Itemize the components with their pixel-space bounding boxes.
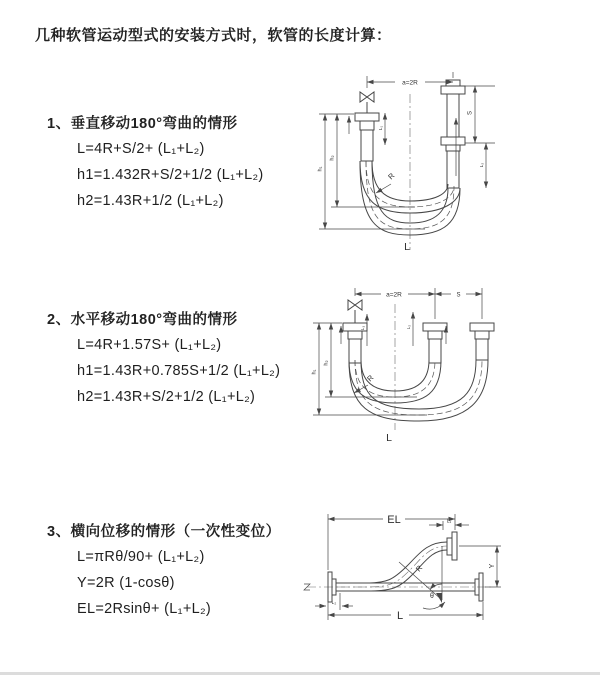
dim-label-l2: L₂ xyxy=(331,600,337,606)
page-title: 几种软管运动型式的安装方式时，软管的长度计算： xyxy=(35,27,392,44)
upper-flange xyxy=(447,532,457,560)
dim-a2r xyxy=(367,72,453,88)
dim-l2-fitting xyxy=(479,143,486,188)
section-vertical-180 xyxy=(47,112,264,211)
dim-label-L: L xyxy=(396,610,404,622)
formula-L: L=πRθ/90+ (L₁+L₂) xyxy=(77,549,205,565)
dim-l xyxy=(328,602,483,622)
diagram-vertical-180-bend xyxy=(305,66,520,258)
dim-label-l1: L₁ xyxy=(379,125,384,131)
hose-s-curve xyxy=(336,542,447,591)
valve-icon xyxy=(360,92,374,113)
section-1-heading: 1、垂直移动180°弯曲的情形 xyxy=(47,116,238,132)
section-3-heading: 3、横向位移的情形（一次性变位） xyxy=(47,524,281,540)
formula-h2: h2=1.43R+S/2+1/2 (L₁+L₂) xyxy=(77,389,256,405)
section-2-heading: 2、水平移动180°弯曲的情形 xyxy=(47,312,238,328)
dim-label-L: L xyxy=(404,241,410,253)
dim-label-a2r: a=2R xyxy=(402,79,418,87)
dim-a2r xyxy=(355,288,482,319)
formula-h1: h1=1.43R+0.785S+1/2 (L₁+L₂) xyxy=(77,363,281,379)
middle-pipe-fitting xyxy=(423,323,447,363)
dim-label-r: R xyxy=(365,373,376,384)
formula-L: L=4R+S/2+ (L₁+L₂) xyxy=(77,141,205,157)
dim-label-s: S xyxy=(467,110,474,116)
dim-label-s: S xyxy=(456,292,461,299)
dim-h1-h2 xyxy=(312,323,428,415)
dim-label-el: EL xyxy=(387,514,401,526)
dim-l2-fitting xyxy=(315,593,353,610)
dim-label-l2: L₂ xyxy=(406,324,411,330)
dim-h1-h2 xyxy=(318,114,426,229)
dim-label-theta: θ xyxy=(430,593,434,600)
dim-s xyxy=(465,86,495,143)
formula-L: L=4R+1.57S+ (L₁+L₂) xyxy=(77,337,222,353)
left-pipe-fitting xyxy=(355,113,379,161)
formula-h2: h2=1.43R+1/2 (L₁+L₂) xyxy=(77,193,224,209)
right-pipe-fitting xyxy=(470,323,494,360)
diagram-lateral-displacement xyxy=(295,500,600,645)
section-horizontal-180 xyxy=(47,308,280,407)
dim-el xyxy=(328,514,455,570)
dim-label-h1: h₁ xyxy=(311,369,318,375)
valve-icon xyxy=(348,300,362,323)
dim-l1-fitting xyxy=(429,519,469,531)
dim-label-r: R xyxy=(413,563,425,574)
dim-l2-fitting xyxy=(406,312,413,346)
hose-u-bend-position-2 xyxy=(349,360,488,421)
dim-label-l1: L₁ xyxy=(446,518,452,525)
section-lateral-displacement xyxy=(47,520,281,619)
dim-label-h1: h₁ xyxy=(317,166,324,172)
dim-label-h2: h₂ xyxy=(329,155,336,161)
dim-label-r: R xyxy=(386,171,397,182)
dim-label-a2r: a=2R xyxy=(386,291,402,299)
formula-h1: h1=1.432R+S/2+1/2 (L₁+L₂) xyxy=(77,167,264,183)
diagram-horizontal-180-bend xyxy=(305,280,590,455)
dim-label-h2: h₂ xyxy=(323,360,330,366)
dim-label-l2: L₂ xyxy=(480,162,485,168)
formula-Y: Y=2R (1-cosθ) xyxy=(77,575,175,591)
dim-s xyxy=(435,293,482,299)
angle-theta xyxy=(399,546,445,609)
dim-label-L: L xyxy=(386,432,392,444)
formula-EL: EL=2Rsinθ+ (L₁+L₂) xyxy=(77,601,212,617)
dim-label-y: Y xyxy=(489,563,496,569)
dim-label-l1: L₁ xyxy=(360,325,365,331)
right-pipe-fitting xyxy=(441,80,465,188)
dim-y xyxy=(459,546,501,587)
